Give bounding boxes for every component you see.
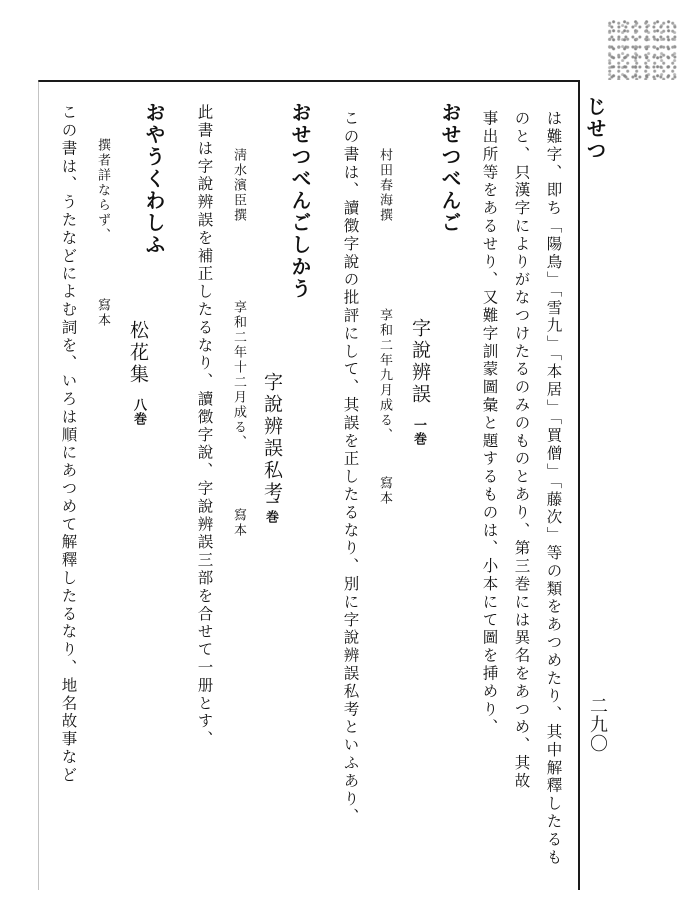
entry-reading: おせつべんごしかう bbox=[288, 102, 312, 300]
entry-author: 村田春海撰 bbox=[377, 148, 392, 223]
entry-volume: 一巻 bbox=[263, 496, 278, 524]
entry-title: 字說辨誤 bbox=[409, 318, 431, 406]
entry-date: 享和二年十二月成る、 bbox=[231, 300, 246, 450]
entry-description: この書は、うたなどによむ詞を、いろは順にあつめて解釋したるなり、地名故事など bbox=[59, 104, 78, 785]
entry-description: 此書は字說辨誤を補正したるなり、讀徴字說、字說辨誤三部を合せて一册とす、 bbox=[195, 104, 214, 749]
entry-title: 松花集 bbox=[127, 320, 149, 386]
text-line: のと、只漢字によりがなつけたるのみのものとあり、第三巻には異名をあつめ、其故 bbox=[512, 110, 531, 791]
text-line: は難字、即ち「陽鳥」「雪九」「本居」「買僧」「藤次」等の類をあつめたり、其中解釋したるも bbox=[544, 110, 563, 867]
page-number: 二九〇 bbox=[587, 696, 608, 753]
entry-title: 字說辨誤私考 bbox=[261, 372, 283, 504]
text-line: 事出所等をあるせり、又難字訓蒙圖彙と題するものは、小本にて圖を挿めり、 bbox=[480, 110, 499, 737]
entry-reading: おやうくわしふ bbox=[142, 102, 166, 256]
frame-left-rule bbox=[38, 80, 39, 890]
entry-format: 寫本 bbox=[95, 298, 110, 328]
entry-format: 寫本 bbox=[377, 476, 392, 506]
entry-volume: 八巻 bbox=[131, 398, 146, 426]
entry-date: 享和二年九月成る、 bbox=[377, 308, 392, 443]
entry-reading: おせつべんご bbox=[438, 102, 462, 234]
running-head: じせつ bbox=[583, 96, 607, 162]
entry-author: 淸水濱臣撰 bbox=[231, 148, 246, 223]
entry-description: この書は、讀徴字說の批評にして、其誤を正したるなり、別に字說辨誤私考といふあり、 bbox=[341, 110, 360, 826]
frame-right-rule bbox=[578, 80, 580, 890]
scan-speckle bbox=[607, 20, 677, 80]
entry-volume: 一巻 bbox=[411, 418, 426, 446]
entry-format: 寫本 bbox=[231, 508, 246, 538]
frame-top-rule bbox=[38, 80, 578, 82]
entry-author: 撰者詳ならず、 bbox=[95, 138, 110, 243]
